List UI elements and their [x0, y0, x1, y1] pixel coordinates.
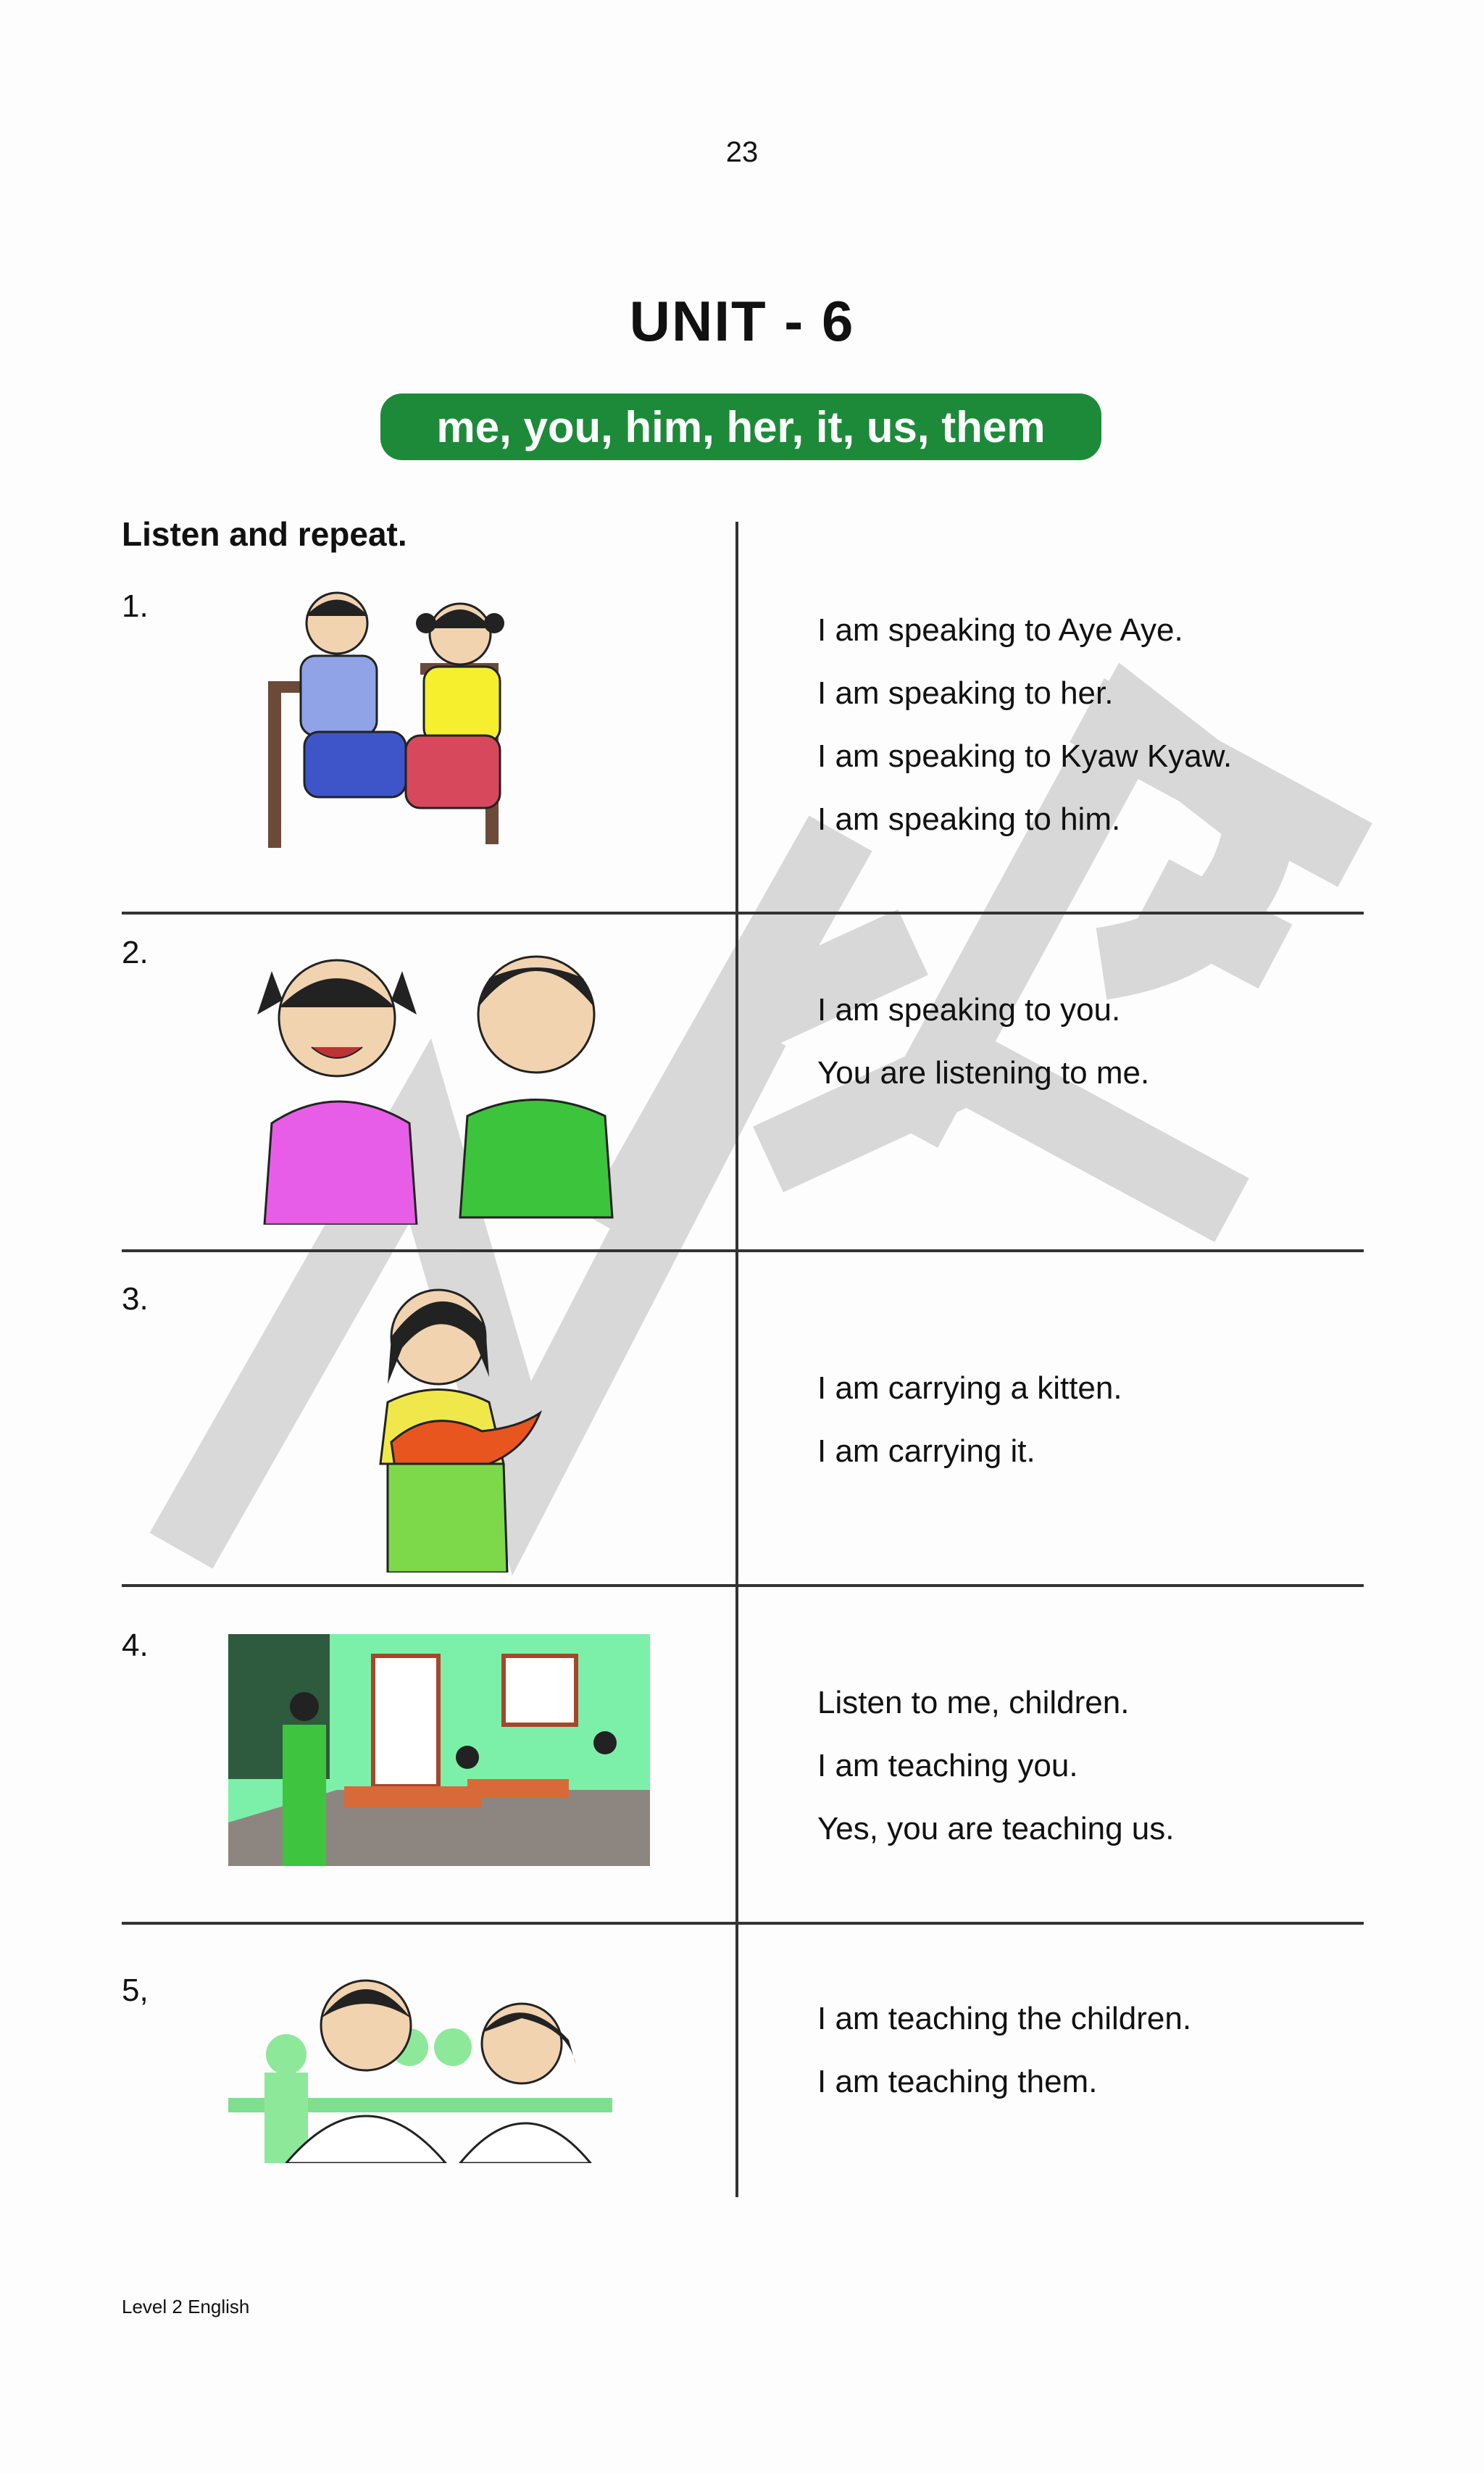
instruction: Listen and repeat.: [122, 515, 407, 553]
item-number: 2.: [122, 935, 149, 970]
sentence: I am speaking to Aye Aye.: [817, 612, 1183, 648]
classroom-illustration: [228, 1634, 650, 1866]
row-divider: [122, 1922, 1364, 1925]
sentences-block: [817, 1987, 1191, 2113]
sentence: I am teaching them.: [817, 2064, 1098, 2099]
sentence: Listen to me, children.: [817, 1685, 1130, 1720]
sentence: You are listening to me.: [817, 1055, 1150, 1091]
sentence: Yes, you are teaching us.: [817, 1811, 1175, 1846]
item-number: 1.: [122, 588, 149, 624]
teachers-and-students-illustration: [228, 1960, 612, 2163]
item-number: 3.: [122, 1281, 149, 1317]
page-number: 23: [725, 136, 759, 168]
sentences-block: [817, 599, 1232, 851]
sentence: I am speaking to him.: [817, 801, 1121, 837]
item-number: 5,: [122, 1973, 149, 2008]
sentence: I am carrying it.: [817, 1433, 1035, 1469]
sentences-block: [817, 978, 1149, 1104]
item-number: 4.: [122, 1628, 149, 1663]
sentence: I am speaking to Kyaw Kyaw.: [817, 738, 1233, 774]
row-divider: [122, 912, 1364, 915]
girl-carrying-kitten-illustration: [359, 1275, 554, 1573]
sentence: I am speaking to you.: [817, 992, 1121, 1028]
subtitle-pill: [380, 393, 1101, 460]
row-divider: [122, 1249, 1364, 1252]
boy-girl-chairs-illustration: [254, 583, 594, 873]
subtitle-text: me, you, him, her, it, us, them: [436, 402, 1046, 451]
footer-label: Level 2 English: [122, 2296, 250, 2317]
sentences-block: [817, 1671, 1175, 1860]
sentences-block: [817, 1357, 1122, 1483]
column-divider: [735, 522, 738, 2197]
sentence: I am teaching the children.: [817, 2001, 1192, 2036]
girl-and-boy-talking-illustration: [250, 935, 627, 1225]
sentence: I am carrying a kitten.: [817, 1370, 1122, 1406]
unit-title: UNIT - 6: [629, 289, 855, 353]
sentence: I am speaking to her.: [817, 675, 1114, 711]
sentence: I am teaching you.: [817, 1748, 1078, 1783]
row-divider: [122, 1584, 1364, 1587]
